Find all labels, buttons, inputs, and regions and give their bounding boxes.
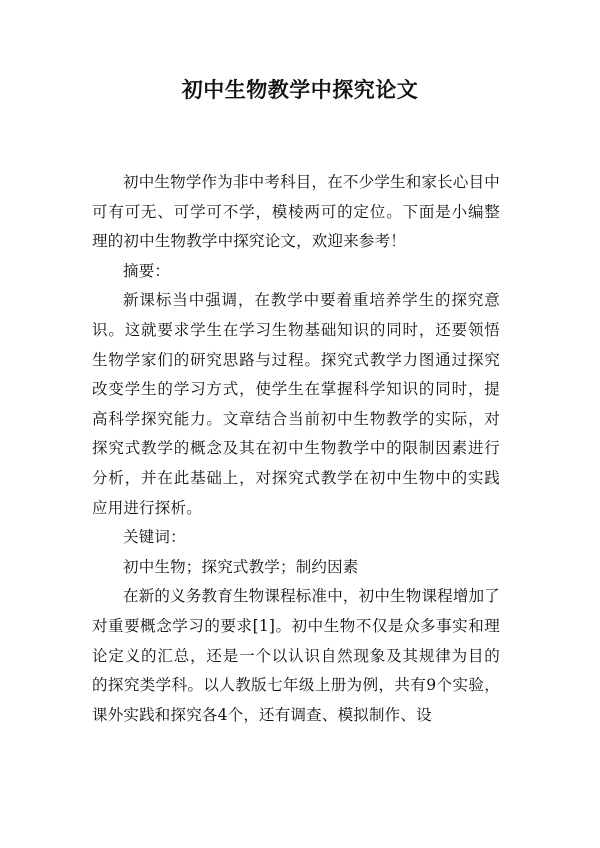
abstract-heading: 摘要： [123,261,171,280]
intro-paragraph: 初中生物学作为非中考科目，在不少学生和家长心目中可有可无、可学可不学，模棱两可的定位。下面是小编整理的初中生物教学中探究论文，欢迎来参考！ [92,173,500,251]
abstract-paragraph: 新课标当中强调，在教学中要着重培养学生的探究意识。这就要求学生在学习生物基础知识的同时，还要领悟生物学家们的研究思路与过程。探究式教学力图通过探究改变学生的学习方式，使学生在掌握科学知识的同时，提高科学探究能力。文章结合当前初中生物教学的实际，对探究式教学的概念及其在初中生物教学中的限制因素进行分析，并在此基础上，对探究式教学在初中生物中的实践应用进行探析。 [92,291,500,517]
keywords-heading: 关键词： [123,528,186,547]
body-paragraph: 在新的义务教育生物课程标准中，初中生物课程增加了对重要概念学习的要求[1]。初中生物不仅是众多事实和理论定义的汇总，还是一个以认识自然现象及其规律为目的的探究类学科。以人教版七年级上册为例，共有9个实验，课外实践和探究各4个，还有调查、模拟制作、设 [92,587,500,724]
document-title: 初中生物教学中探究论文 [181,77,419,102]
keywords-paragraph: 初中生物；探究式教学；制约因素 [123,557,359,576]
document-body [92,168,500,730]
